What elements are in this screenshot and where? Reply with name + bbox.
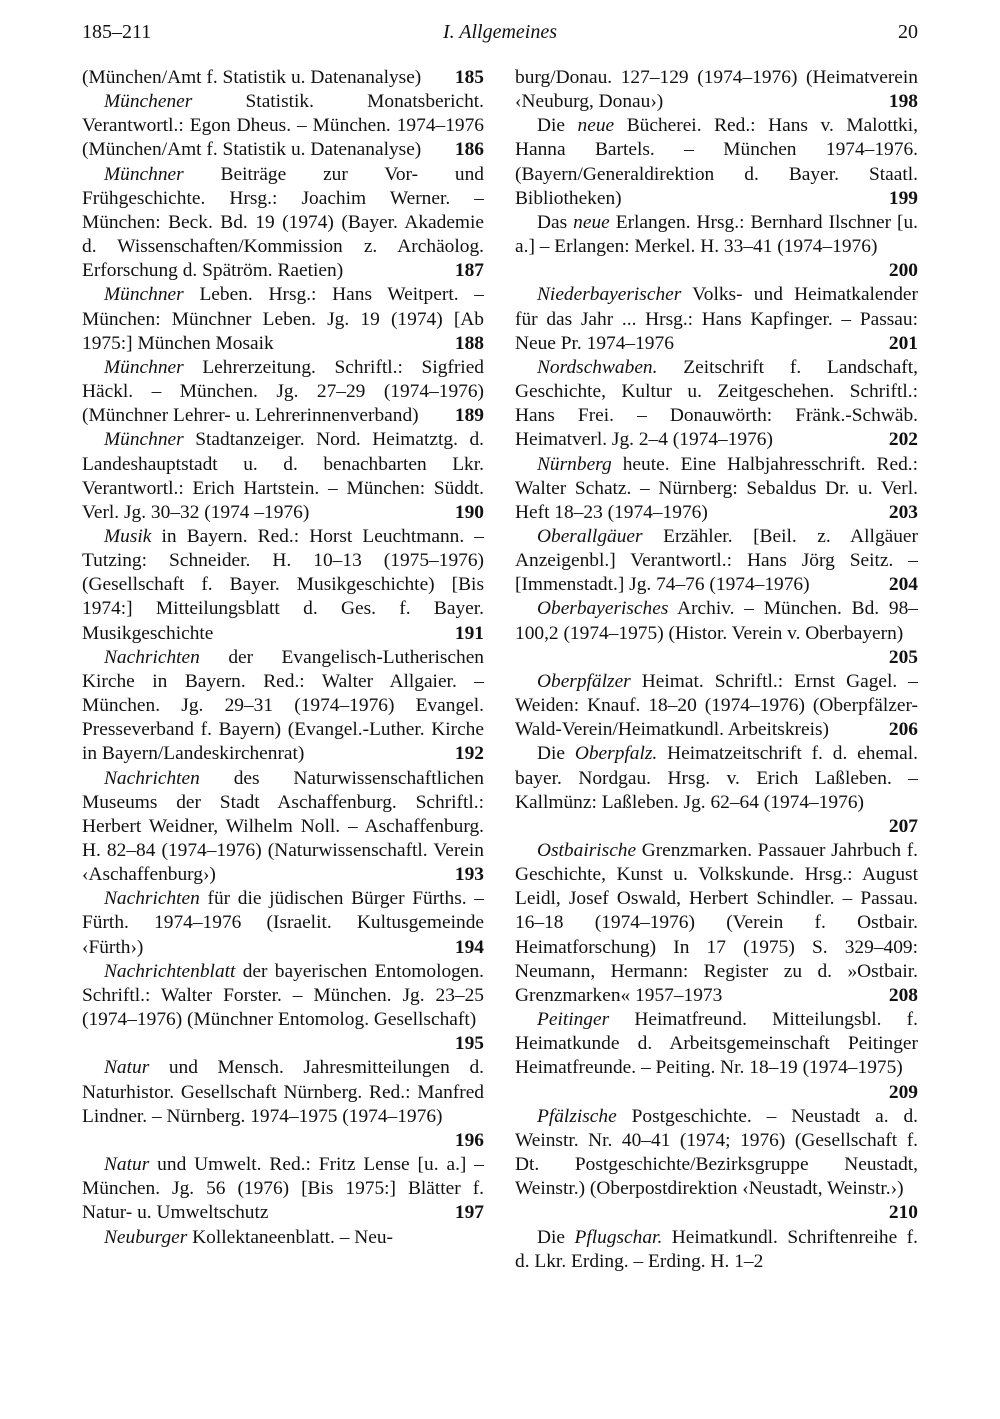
entry-title: Nordschwaben. xyxy=(537,356,658,378)
entry-text: Archiv. – München. Bd. 98–100,2 (1974–1975) (Histor. Verein v. Oberbayern) xyxy=(515,598,918,644)
entry-number: 195 xyxy=(454,1033,484,1055)
entry-text: für die jüdischen Bürger Fürths. – Fürth. 1974–1976 (Israelit. Kultusgemeinde ‹Fürth›) xyxy=(82,888,484,958)
entry-title: Oberbayerisches xyxy=(537,598,669,620)
left-column xyxy=(82,66,484,1250)
entry-title: Nachrichten xyxy=(104,767,200,789)
bibliography-entry xyxy=(515,283,918,355)
entry-title: Nachrichten xyxy=(104,646,200,668)
bibliography-entry xyxy=(515,742,918,839)
entry-text: Statistik. Monatsbericht. Verantwortl.: Egon Dheus. – München. 1974–1976 (München/Amt f. Statistik u. Datenanalyse) xyxy=(82,91,484,161)
entry-text: Volks- und Heimatkalender für das Jahr ... Hrsg.: Hans Kapfinger. – Passau: Neue Pr. 1974–1976 xyxy=(515,284,918,354)
entry-title: Münchner xyxy=(104,356,184,378)
bibliography-entry xyxy=(82,525,484,646)
entry-title: Natur xyxy=(104,1057,150,1079)
entry-number: 186 xyxy=(454,139,484,161)
entry-text: Erlangen. Hrsg.: Bernhard Ilschner [u. a.] – Erlangen: Merkel. H. 33–41 (1974–1976) xyxy=(515,211,918,258)
entry-text: burg/Donau. 127–129 (1974–1976) (Heimatverein ‹Neuburg, Donau›) xyxy=(515,67,918,113)
entry-title: Münchner xyxy=(104,429,184,451)
entry-title: Musik xyxy=(104,525,152,547)
entry-title: neue xyxy=(577,115,615,137)
bibliography-entry xyxy=(515,839,918,1008)
bibliography-entry xyxy=(82,356,484,428)
entry-text: Grenzmarken. Passauer Jahrbuch f. Geschichte, Kunst u. Volkskunde. Hrsg.: August Leidl, Josef Oswald, Herbert Schindler. – Passau. 16–18 (1974–1976) (Verein f. Ostbair. Heimatforschung) In 17 (1975) S. 329–409: Neumann, Hermann: Register zu d. »Ostbair. Grenzmarken« 1957–1973 xyxy=(515,840,918,1006)
entry-text: Die xyxy=(537,743,575,765)
entry-text: Kollektaneenblatt. – Neu- xyxy=(187,1226,393,1248)
entry-number: 206 xyxy=(888,719,918,741)
entry-number: 203 xyxy=(888,501,918,523)
entry-title: Ostbairische xyxy=(537,840,637,861)
bibliography-entry xyxy=(515,453,918,525)
entry-title: neue xyxy=(573,211,610,233)
entry-number: 192 xyxy=(454,743,484,765)
entry-text: Erzähler. [Beil. z. Allgäuer Anzeigenbl.] Verantwortl.: Hans Jörg Seitz. – [Immenstadt.] Jg. 74–76 (1974–1976) xyxy=(515,525,918,596)
entry-number: 197 xyxy=(454,1202,484,1224)
entry-number: 205 xyxy=(888,646,918,668)
entry-title: Münchner xyxy=(104,284,184,306)
bibliography-entry xyxy=(515,66,918,114)
entry-text: der bayerischen Entomologen. Schriftl.: Walter Forster. – München. Jg. 23–25 (1974–1976) (Münchner Entomolog. Gesellschaft) xyxy=(82,960,484,1031)
entry-text: Zeitschrift f. Landschaft, Geschichte, Kultur u. Zeitgeschehen. Schriftl.: Hans Frei. – Donauwörth: Fränk.-Schwäb. Heimatverl. Jg. 2–4 (1974–1976) xyxy=(515,356,918,451)
entry-title: Oberpfälzer xyxy=(537,670,631,692)
entry-title: Pfälzische xyxy=(537,1105,617,1127)
entry-title: Münchner xyxy=(104,163,184,185)
bibliography-entry xyxy=(82,646,484,767)
bibliography-entry xyxy=(515,211,918,283)
entry-text: Die xyxy=(537,115,578,137)
entry-number: 187 xyxy=(454,260,484,282)
entry-text: Heimatkundl. Schriftenreihe f. d. Lkr. Erding. – Erding. H. 1–2 xyxy=(515,1226,918,1272)
bibliography-entry xyxy=(82,283,484,355)
bibliography-entry xyxy=(515,597,918,669)
entry-number: 210 xyxy=(888,1202,918,1224)
entry-text: Bücherei. Red.: Hans v. Malottki, Hanna Bartels. – München 1974–1976. (Bayern/Generaldirektion d. Bayer. Staatl. Bibliotheken) xyxy=(515,115,918,209)
entry-number: 189 xyxy=(454,405,484,427)
entry-text: Die xyxy=(537,1226,575,1248)
entry-text: in Bayern. Red.: Horst Leuchtmann. – Tutzing: Schneider. H. 10–13 (1975–1976) (Gesellschaft f. Bayer. Musikgeschichte) [Bis 1974:] Mitteilungsblatt d. Ges. f. Bayer. Musikgeschichte xyxy=(82,525,484,644)
entry-number: 200 xyxy=(888,260,918,282)
entry-number: 204 xyxy=(888,574,918,596)
entry-text: der Evangelisch-Lutherischen Kirche in Bayern. Red.: Walter Allgaier. – München. Jg. 29–31 (1974–1976) Evangel. Presseverband f. Bayern) (Evangel.-Luther. Kirche in Bayern/Landeskirchenrat) xyxy=(82,646,484,765)
bibliography-entry xyxy=(82,66,484,90)
bibliography-entry xyxy=(515,1226,918,1274)
entry-text: Lehrerzeitung. Schriftl.: Sigfried Häckl. – München. Jg. 27–29 (1974–1976) (Münchner Lehrer- u. Lehrerinnenverband) xyxy=(82,356,484,427)
entry-number: 191 xyxy=(454,622,484,644)
entry-number: 199 xyxy=(888,187,918,209)
entry-text: des Naturwissenschaftlichen Museums der Stadt Aschaffenburg. Schriftl.: Herbert Weidner, Wilhelm Noll. – Aschaffenburg. H. 82–84 (1974–1976) (Naturwissenschaftl. Verein ‹Aschaffenburg›) xyxy=(82,767,484,886)
entry-number: 194 xyxy=(454,936,484,958)
entry-number: 209 xyxy=(888,1081,918,1103)
entry-number: 198 xyxy=(888,91,918,113)
entry-text: Heimat. Schriftl.: Ernst Gagel. – Weiden: Knauf. 18–20 (1974–1976) (Oberpfälzer-Wald-Verein/Heimatkundl. Arbeitskreis) xyxy=(515,670,918,741)
bibliography-entry xyxy=(515,356,918,453)
entry-title: Nürnberg xyxy=(537,453,612,475)
entry-range: 185–211 xyxy=(82,21,152,43)
bibliography-entry xyxy=(82,767,484,888)
entry-title: Peitinger xyxy=(537,1009,610,1031)
entry-number: 193 xyxy=(454,864,484,886)
entry-title: Oberpfalz. xyxy=(574,743,658,765)
entry-title: Niederbayerischer xyxy=(537,284,682,306)
entry-title: Natur xyxy=(104,1154,150,1176)
entry-text: heute. Eine Halbjahresschrift. Red.: Walter Schatz. – Nürnberg: Sebaldus Dr. u. Verl. Heft 18–23 (1974–1976) xyxy=(515,453,918,523)
entry-text: Das xyxy=(537,211,574,233)
entry-number: 185 xyxy=(454,67,484,88)
entry-title: Nachrichtenblatt xyxy=(104,960,236,982)
entry-number: 201 xyxy=(888,332,918,354)
entry-text: Heimatfreund. Mitteilungsbl. f. Heimatkunde d. Arbeitsgemeinschaft Peitinger Heimatfreunde. – Peiting. Nr. 18–19 (1974–1975) xyxy=(515,1009,918,1079)
bibliography-entry xyxy=(82,90,484,162)
entry-title: Pflugschar. xyxy=(574,1226,663,1248)
bibliography-entry xyxy=(515,1105,918,1226)
entry-text: Heimatzeitschrift f. d. ehemal. bayer. Nordgau. Hrsg. v. Erich Laßleben. – Kallmünz: Laßleben. Jg. 62–64 (1974–1976) xyxy=(515,743,918,813)
page-number: 20 xyxy=(898,21,918,43)
entry-title: Münchener xyxy=(104,91,193,113)
entry-title: Nachrichten xyxy=(104,888,200,910)
entry-number: 196 xyxy=(454,1129,484,1151)
entry-number: 202 xyxy=(888,429,918,451)
bibliography-entry xyxy=(515,670,918,742)
entry-text: (München/Amt f. Statistik u. Datenanalyse) xyxy=(82,67,422,88)
entry-text: und Umwelt. Red.: Fritz Lense [u. a.] – München. Jg. 56 (1976) [Bis 1975:] Blätter f. Natur- u. Umweltschutz xyxy=(82,1154,484,1224)
bibliography-entry xyxy=(82,428,484,525)
entry-text: Beiträge zur Vor- und Frühgeschichte. Hrsg.: Joachim Werner. – München: Beck. Bd. 19 (1974) (Bayer. Akademie d. Wissenschaften/Kommission z. Archäolog. Erforschung d. Spätröm. Raetien) xyxy=(82,163,484,282)
bibliography-entry xyxy=(82,887,484,959)
right-column xyxy=(515,66,918,1274)
entry-text: Postgeschichte. – Neustadt a. d. Weinstr. Nr. 40–41 (1974; 1976) (Gesellschaft f. Dt. Postgeschichte/Bezirksgruppe Neustadt, Weinstr.) (Oberpostdirektion ‹Neustadt, Weinstr.›) xyxy=(515,1105,918,1200)
entry-number: 190 xyxy=(454,501,484,523)
bibliography-entry xyxy=(82,163,484,284)
bibliography-entry xyxy=(82,1226,484,1250)
bibliography-entry xyxy=(82,1153,484,1225)
entry-text: Leben. Hrsg.: Hans Weitpert. – München: Münchner Leben. Jg. 19 (1974) [Ab 1975:] München Mosaik xyxy=(82,284,484,354)
bibliography-entry xyxy=(515,114,918,211)
entry-text: Stadtanzeiger. Nord. Heimatztg. d. Landeshauptstadt u. d. benachbarten Lkr. Verantwortl.: Erich Hartstein. – München: Süddt. Verl. Jg. 30–32 (1974 –1976) xyxy=(82,429,484,523)
page-header xyxy=(82,18,918,46)
entry-text: und Mensch. Jahresmitteilungen d. Naturhistor. Gesellschaft Nürnberg. Red.: Manfred Lindner. – Nürnberg. 1974–1975 (1974–1976) xyxy=(82,1057,484,1127)
entry-title: Oberallgäuer xyxy=(537,525,643,547)
entry-title: Neuburger xyxy=(104,1226,188,1248)
bibliography-entry xyxy=(515,1008,918,1105)
entry-number: 188 xyxy=(454,332,484,354)
entry-number: 208 xyxy=(888,984,918,1006)
section-title: I. Allgemeines xyxy=(442,21,558,43)
bibliography-entry xyxy=(82,960,484,1057)
entry-number: 207 xyxy=(888,815,918,837)
bibliography-entry xyxy=(515,525,918,597)
bibliography-entry xyxy=(82,1056,484,1153)
